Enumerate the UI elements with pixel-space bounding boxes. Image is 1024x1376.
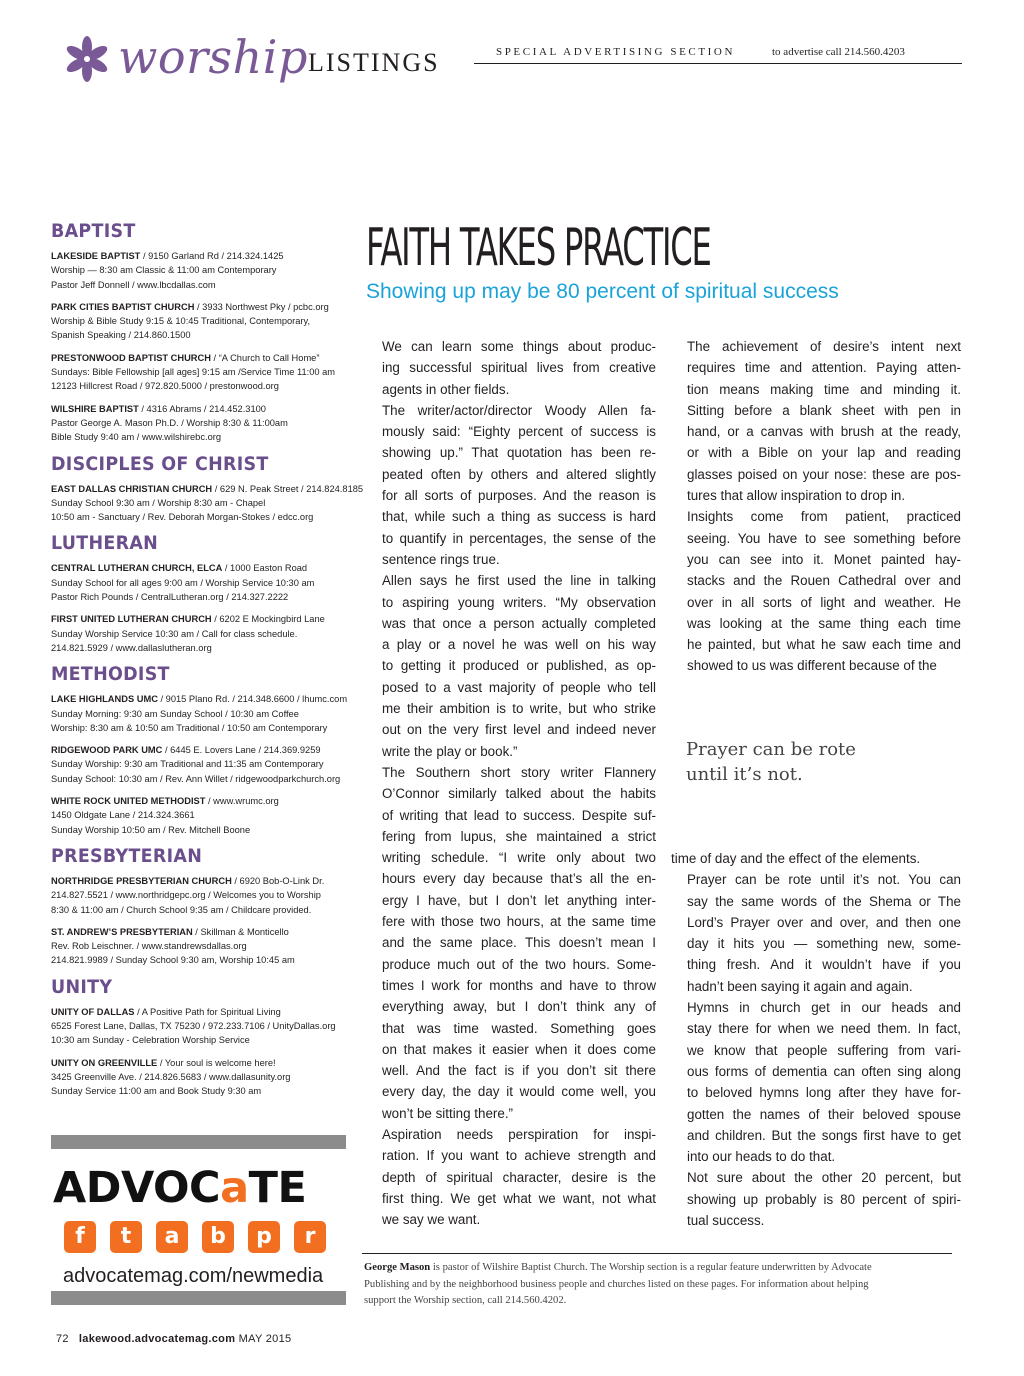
listing-line: Sunday Service 11:00 am and Book Study 9:30 am xyxy=(51,1086,262,1097)
church-listing xyxy=(51,1005,346,1048)
bio-line: support the Worship section, call 214.560.4202. xyxy=(364,1295,567,1306)
article-title: FAITH TAKES PRACTICE xyxy=(366,218,711,278)
article-line: every day, the day it would come well, you xyxy=(382,1084,656,1100)
article-line: Aspiration needs perspiration for inspi- xyxy=(382,1126,656,1142)
church-name: FIRST UNITED LUTHERAN CHURCH xyxy=(51,614,212,625)
listing-line: 6525 Forest Lane, Dallas, TX 75230 / 972.233.7106 / UnityDallas.org xyxy=(51,1020,336,1031)
article-line: Not sure about the other 20 percent, but xyxy=(687,1170,961,1186)
worship-heading: worship xyxy=(118,30,308,84)
church-name: PARK CITIES BAPTIST CHURCH xyxy=(51,301,195,312)
issue-date: MAY 2015 xyxy=(238,1333,292,1345)
article-line: Sitting before a blank sheet with pen in xyxy=(687,402,961,418)
article-column-1 xyxy=(366,336,656,1230)
church-name: PRESTONWOOD BAPTIST CHURCH xyxy=(51,352,211,363)
listing-line: Worship: 8:30 am & 10:50 am Traditional / 10:50 am Contemporary xyxy=(51,722,328,733)
flower-icon xyxy=(62,34,112,84)
article-line: Insights come from patient, practiced xyxy=(687,509,961,525)
article-paragraph xyxy=(671,997,961,1167)
denomination-heading: METHODIST xyxy=(51,663,170,686)
article-line: first thing. We get what we want, not what xyxy=(382,1190,656,1206)
church-listing xyxy=(51,249,346,292)
listing-line: FIRST UNITED LUTHERAN CHURCH / 6202 E Mockingbird Lane xyxy=(51,614,325,625)
article-line: fering from lupus, she maintained a strict xyxy=(382,828,656,844)
church-listing xyxy=(51,612,346,655)
article-paragraph xyxy=(671,1167,961,1231)
article-line: showing up probably is 80 percent of spiri- xyxy=(687,1191,961,1207)
article-line: showed to us was different because of the xyxy=(687,658,937,674)
article-paragraph xyxy=(366,762,656,1124)
article-line: you can see into it. Monet painted hay- xyxy=(687,551,961,567)
bio-line: Publishing and by the neighborhood business people and churches listed on these pages. For information about helping xyxy=(364,1278,869,1290)
listing-line: PRESTONWOOD BAPTIST CHURCH / “A Church to Call Home” xyxy=(51,352,320,363)
article-paragraph xyxy=(671,869,961,997)
article-line: sentence rings true. xyxy=(382,551,500,567)
church-name: RIDGEWOOD PARK UMC xyxy=(51,745,163,756)
section-header xyxy=(62,28,962,88)
article-line: showing up.” That quotation has been re- xyxy=(382,445,656,461)
listing-line: Sunday School 9:30 am / Worship 8:30 am - Chapel xyxy=(51,497,266,508)
special-advertising-label: SPECIAL ADVERTISING SECTION xyxy=(496,46,736,58)
article-line: won’t be sitting there.” xyxy=(382,1105,513,1121)
article-line: day it hits you — something new, some- xyxy=(687,936,961,952)
facebook-icon[interactable]: f xyxy=(64,1221,96,1253)
article-line: Prayer can be rote until it’s not. You can xyxy=(687,872,961,888)
social-icons xyxy=(64,1221,344,1255)
article-line: The writer/actor/director Woody Allen fa- xyxy=(382,402,656,418)
ad-top-bar xyxy=(51,1135,346,1149)
bio-rule xyxy=(362,1253,952,1254)
denomination-section xyxy=(51,220,346,445)
denomination-heading: PRESBYTERIAN xyxy=(51,844,203,867)
advocate-logo: ADVOCaTE xyxy=(53,1163,307,1213)
church-name: UNITY ON GREENVILLE xyxy=(51,1057,158,1068)
listing-line: Sunday Worship 10:50 am / Rev. Mitchell Boone xyxy=(51,824,251,835)
worship-listings xyxy=(51,220,364,1106)
denomination-heading: UNITY xyxy=(51,975,113,998)
article-line: that, while such a thing as success is hard xyxy=(382,509,656,525)
listing-line: Sunday Worship Service 10:30 am / Call for class schedule. xyxy=(51,628,298,639)
church-listing xyxy=(51,743,346,786)
site-url[interactable]: lakewood.advocatemag.com xyxy=(78,1333,236,1345)
church-listing xyxy=(51,692,346,735)
article-line: ration. If you want to achieve strength and xyxy=(382,1148,656,1164)
pull-quote-line: Prayer can be rote xyxy=(686,739,856,760)
article-line: to getting it produced or published, as op- xyxy=(382,658,656,674)
article-paragraph xyxy=(671,848,961,869)
article-line: of writing that lead to success. Despite suf- xyxy=(382,807,656,823)
article-line: peated often by others and altered slightly xyxy=(382,466,656,482)
article-line: we know that people suffering from vari- xyxy=(687,1042,961,1058)
article-line: everything away, but I don’t think any of xyxy=(382,999,656,1015)
church-listing xyxy=(51,925,346,968)
article-line: to beloved hymns long after they have for- xyxy=(687,1085,961,1101)
church-listing xyxy=(51,1056,346,1099)
advertise-phone: to advertise call 214.560.4203 xyxy=(772,46,905,58)
article-line: ous forms of dementia can often sing along xyxy=(687,1063,961,1079)
article-line: over in all sorts of light and weather. He xyxy=(687,594,961,610)
ad-bottom-bar xyxy=(51,1291,346,1305)
listing-line: 214.821.9989 / Sunday School 9:30 am, Worship 10:45 am xyxy=(51,955,295,966)
listing-line: NORTHRIDGE PRESBYTERIAN CHURCH / 6920 Bob-O-Link Dr. xyxy=(51,875,325,886)
article-column-2-bottom xyxy=(671,848,961,1231)
article-line: agents in other fields. xyxy=(382,381,510,397)
article-line: gotten the names of their beloved spouse xyxy=(687,1106,961,1122)
article-line: mously said: “Eighty percent of success is xyxy=(382,424,656,440)
denomination-heading: BAPTIST xyxy=(51,220,136,242)
article-paragraph xyxy=(366,570,656,762)
article-paragraph xyxy=(366,1124,656,1230)
article-line: we say we want. xyxy=(382,1212,481,1228)
listing-line: 10:50 am - Sanctuary / Rev. Deborah Morgan-Stokes / edcc.org xyxy=(51,512,314,523)
article-line: and the same place. This doesn’t mean I xyxy=(382,935,656,951)
article-line: ing successful spiritual lives from creative xyxy=(382,360,656,376)
header-rule xyxy=(474,63,962,64)
article-line: Lord’s Prayer over and over, and then one xyxy=(687,914,961,930)
article-line: O’Connor similarly talked about the habits xyxy=(382,786,656,802)
article-line: for all sorts of purposes. And the reason is xyxy=(382,488,656,504)
listing-line: EAST DALLAS CHRISTIAN CHURCH / 629 N. Peak Street / 214.824.8185 xyxy=(51,483,364,494)
article-line: was that once a person actually completed xyxy=(382,615,656,631)
article-line: Hymns in church get in our heads and xyxy=(687,1000,961,1016)
church-name: WILSHIRE BAPTIST xyxy=(51,403,139,414)
church-name: NORTHRIDGE PRESBYTERIAN CHURCH xyxy=(51,875,232,886)
church-listing xyxy=(51,561,346,604)
church-listing xyxy=(51,874,346,917)
article-line: me their ambition is to write, but who strike xyxy=(382,701,656,717)
listings-heading: LISTINGS xyxy=(308,48,440,77)
denomination-heading: LUTHERAN xyxy=(51,532,159,555)
article-line: Allen says he first used the line in talking xyxy=(382,573,656,589)
article-line: tures that allow inspiration to drop in. xyxy=(687,488,906,504)
article-line: well. And the fact is if you don’t sit there xyxy=(382,1063,656,1079)
article-line: on that makes it easier when it does come xyxy=(382,1041,656,1057)
article-paragraph xyxy=(671,336,961,506)
church-name: ST. ANDREW’S PRESBYTERIAN xyxy=(51,926,193,937)
listing-line: CENTRAL LUTHERAN CHURCH, ELCA / 1000 Easton Road xyxy=(51,563,308,574)
article-line: write the play or book.” xyxy=(382,743,518,759)
article-line: out on the very first level and indeed never xyxy=(382,722,656,738)
church-listing xyxy=(51,482,364,525)
page-footer xyxy=(56,1333,291,1345)
rss-icon[interactable]: r xyxy=(294,1221,326,1253)
advocate-ad[interactable] xyxy=(51,1135,346,1305)
article-line: tion means making time and minding it. xyxy=(687,381,961,397)
pull-quote xyxy=(686,737,946,787)
article-line: The achievement of desire’s intent next xyxy=(687,339,961,354)
article-line: time of day and the effect of the elements. xyxy=(671,851,921,866)
denomination-section xyxy=(51,976,346,1099)
article-line: posed to a vast majority of people who tell xyxy=(382,679,656,695)
article-line: times I work for months and have to throw xyxy=(382,977,656,993)
listing-line: Sundays: Bible Fellowship [all ages] 9:15 am /Service Time 11:00 am xyxy=(51,367,336,378)
church-name: UNITY OF DALLAS xyxy=(51,1006,135,1017)
listing-line: 12123 Hillcrest Road / 972.820.5000 / prestonwood.org xyxy=(51,381,279,392)
church-listing xyxy=(51,351,346,394)
article-line: say the same words of the Shema or The xyxy=(687,893,961,909)
listing-line: UNITY ON GREENVILLE / Your soul is welcome here! xyxy=(51,1057,276,1068)
article-paragraph xyxy=(366,400,656,570)
listing-line: Worship & Bible Study 9:15 & 10:45 Traditional, Contemporary, xyxy=(51,316,311,327)
listing-line: Sunday School for all ages 9:00 am / Worship Service 10:30 am xyxy=(51,577,315,588)
listing-line: LAKESIDE BAPTIST / 9150 Garland Rd / 214.324.1425 xyxy=(51,251,284,261)
church-name: LAKE HIGHLANDS UMC xyxy=(51,694,158,705)
listing-line: Bible Study 9:40 am / www.wilshirebc.org xyxy=(51,432,221,443)
article-line: a play or a novel he was well on his way xyxy=(382,637,656,653)
church-name: WHITE ROCK UNITED METHODIST xyxy=(51,796,206,807)
article-line: hours every day because that’s all the en- xyxy=(382,871,656,887)
article-line: into our heads to do that. xyxy=(687,1149,836,1165)
listing-line: 8:30 & 11:00 am / Church School 9:35 am / Childcare provided. xyxy=(51,904,312,915)
article-line: stay there for when we need them. In fact, xyxy=(687,1021,961,1037)
article-line: to quantify in percentages, the sense of the xyxy=(382,530,656,546)
article-line: requires time and attention. Paying atten- xyxy=(687,360,961,376)
bio-line: is pastor of Wilshire Baptist Church. The Worship section is a regular feature underwritten by Advocate xyxy=(430,1262,872,1273)
denomination-section xyxy=(51,663,346,837)
article-line: glasses poised on your nose: these are pos- xyxy=(687,466,961,482)
article-line: hadn’t been saying it again and again. xyxy=(687,978,913,994)
article-line: stacks and the Rouen Cathedral over and xyxy=(687,573,961,589)
article-line: seeing. You have to see something before xyxy=(687,530,961,546)
article-line: was looking at the same thing each time xyxy=(687,615,961,631)
listing-line: 3425 Greenville Ave. / 214.826.5683 / www.dallasunity.org xyxy=(51,1071,291,1082)
article-line: tual success. xyxy=(687,1213,765,1229)
article-line: that was time wasted. Something goes xyxy=(382,1020,656,1036)
listing-line: PARK CITIES BAPTIST CHURCH / 3933 Northwest Pky / pcbc.org xyxy=(51,301,329,312)
listing-line: WILSHIRE BAPTIST / 4316 Abrams / 214.452.3100 xyxy=(51,403,266,414)
author-bio xyxy=(364,1260,954,1310)
listing-line: LAKE HIGHLANDS UMC / 9015 Plano Rd. / 214.348.6600 / lhumc.com xyxy=(51,694,348,705)
author-name: George Mason xyxy=(364,1262,431,1273)
church-listing xyxy=(51,794,346,837)
page-number: 72 xyxy=(56,1333,69,1345)
article-line: or with a Bible on your lap and reading xyxy=(687,445,961,461)
article-paragraph xyxy=(366,336,656,400)
listing-line: Sunday Worship: 9:30 am Traditional and 11:35 am Contemporary xyxy=(51,759,324,770)
article-line: We can learn some things about produc- xyxy=(382,339,656,354)
article-line: hand, or a canvas with brush at the ready, xyxy=(687,424,961,440)
church-name: EAST DALLAS CHRISTIAN CHURCH xyxy=(51,483,213,494)
listing-line: 10:30 am Sunday - Celebration Worship Service xyxy=(51,1035,250,1046)
article-line: depth of spiritual character, desire is the xyxy=(382,1169,656,1185)
listing-line: 214.821.5929 / www.dallaslutheran.org xyxy=(51,642,212,653)
listing-line: Pastor Rich Pounds / CentralLutheran.org / 214.327.2222 xyxy=(51,592,289,603)
article-line: and children. But the songs first have to get xyxy=(687,1127,961,1143)
pull-quote-line: until it’s not. xyxy=(686,764,803,785)
listing-line: 214.827.5521 / www.northridgepc.org / Welcomes you to Worship xyxy=(51,890,321,901)
article-line: fere with those two hours, at the same time xyxy=(382,914,656,930)
church-name: CENTRAL LUTHERAN CHURCH, ELCA xyxy=(51,563,223,574)
denomination-heading: DISCIPLES OF CHRIST xyxy=(51,452,269,475)
listing-line: RIDGEWOOD PARK UMC / 6445 E. Lovers Lane / 214.369.9259 xyxy=(51,745,321,756)
church-name: LAKESIDE BAPTIST xyxy=(51,251,141,261)
article-line: he painted, but what he saw each time and xyxy=(687,637,961,653)
article-line: to aspiring young writers. “My observation xyxy=(382,594,656,610)
article-line: produce much out of the two hours. Some- xyxy=(382,956,656,972)
denomination-section xyxy=(51,845,346,968)
article-line: ergy I have, but I don’t let anything inter- xyxy=(382,892,656,908)
listing-line: UNITY OF DALLAS / A Positive Path for Spiritual Living xyxy=(51,1006,281,1017)
article-line: The Southern short story writer Flannery xyxy=(382,764,656,780)
podcast-icon[interactable]: p xyxy=(248,1221,280,1253)
listing-line: Rev. Rob Leischner. / www.standrewsdallas.org xyxy=(51,941,247,952)
blog-icon[interactable]: b xyxy=(202,1221,234,1253)
listing-line: 1450 Oldgate Lane / 214.324.3661 xyxy=(51,810,195,821)
twitter-icon[interactable]: t xyxy=(110,1221,142,1253)
listing-line: Sunday Morning: 9:30 am Sunday School / 10:30 am Coffee xyxy=(51,708,299,719)
listing-line: Spanish Speaking / 214.860.1500 xyxy=(51,330,191,341)
ad-url[interactable]: advocatemag.com/newmedia xyxy=(63,1265,324,1287)
listing-line: Worship — 8:30 am Classic & 11:00 am Contemporary xyxy=(51,265,277,276)
article-subtitle: Showing up may be 80 percent of spiritual success xyxy=(366,280,839,303)
listing-line: Pastor Jeff Donnell / www.lbcdallas.com xyxy=(51,279,216,290)
listing-line: ST. ANDREW’S PRESBYTERIAN / Skillman & Monticello xyxy=(51,926,289,937)
article-paragraph xyxy=(671,506,961,676)
article-column-2-top xyxy=(671,336,961,677)
article-line: writing schedule. “I write only about two xyxy=(382,850,656,866)
listing-line: WHITE ROCK UNITED METHODIST / www.wrumc.org xyxy=(51,796,279,807)
church-listing xyxy=(51,402,346,445)
denomination-section xyxy=(51,532,346,655)
church-listing xyxy=(51,300,346,343)
denomination-section xyxy=(51,452,364,525)
listing-line: Sunday School: 10:30 am / Rev. Ann Willet / ridgewoodparkchurch.org xyxy=(51,773,341,784)
listing-line: Pastor George A. Mason Ph.D. / Worship 8:30 & 11:00am xyxy=(51,417,288,428)
article-line: thing fresh. And it wouldn’t have if you xyxy=(687,957,961,973)
advocate-app-icon[interactable]: a xyxy=(156,1221,188,1253)
